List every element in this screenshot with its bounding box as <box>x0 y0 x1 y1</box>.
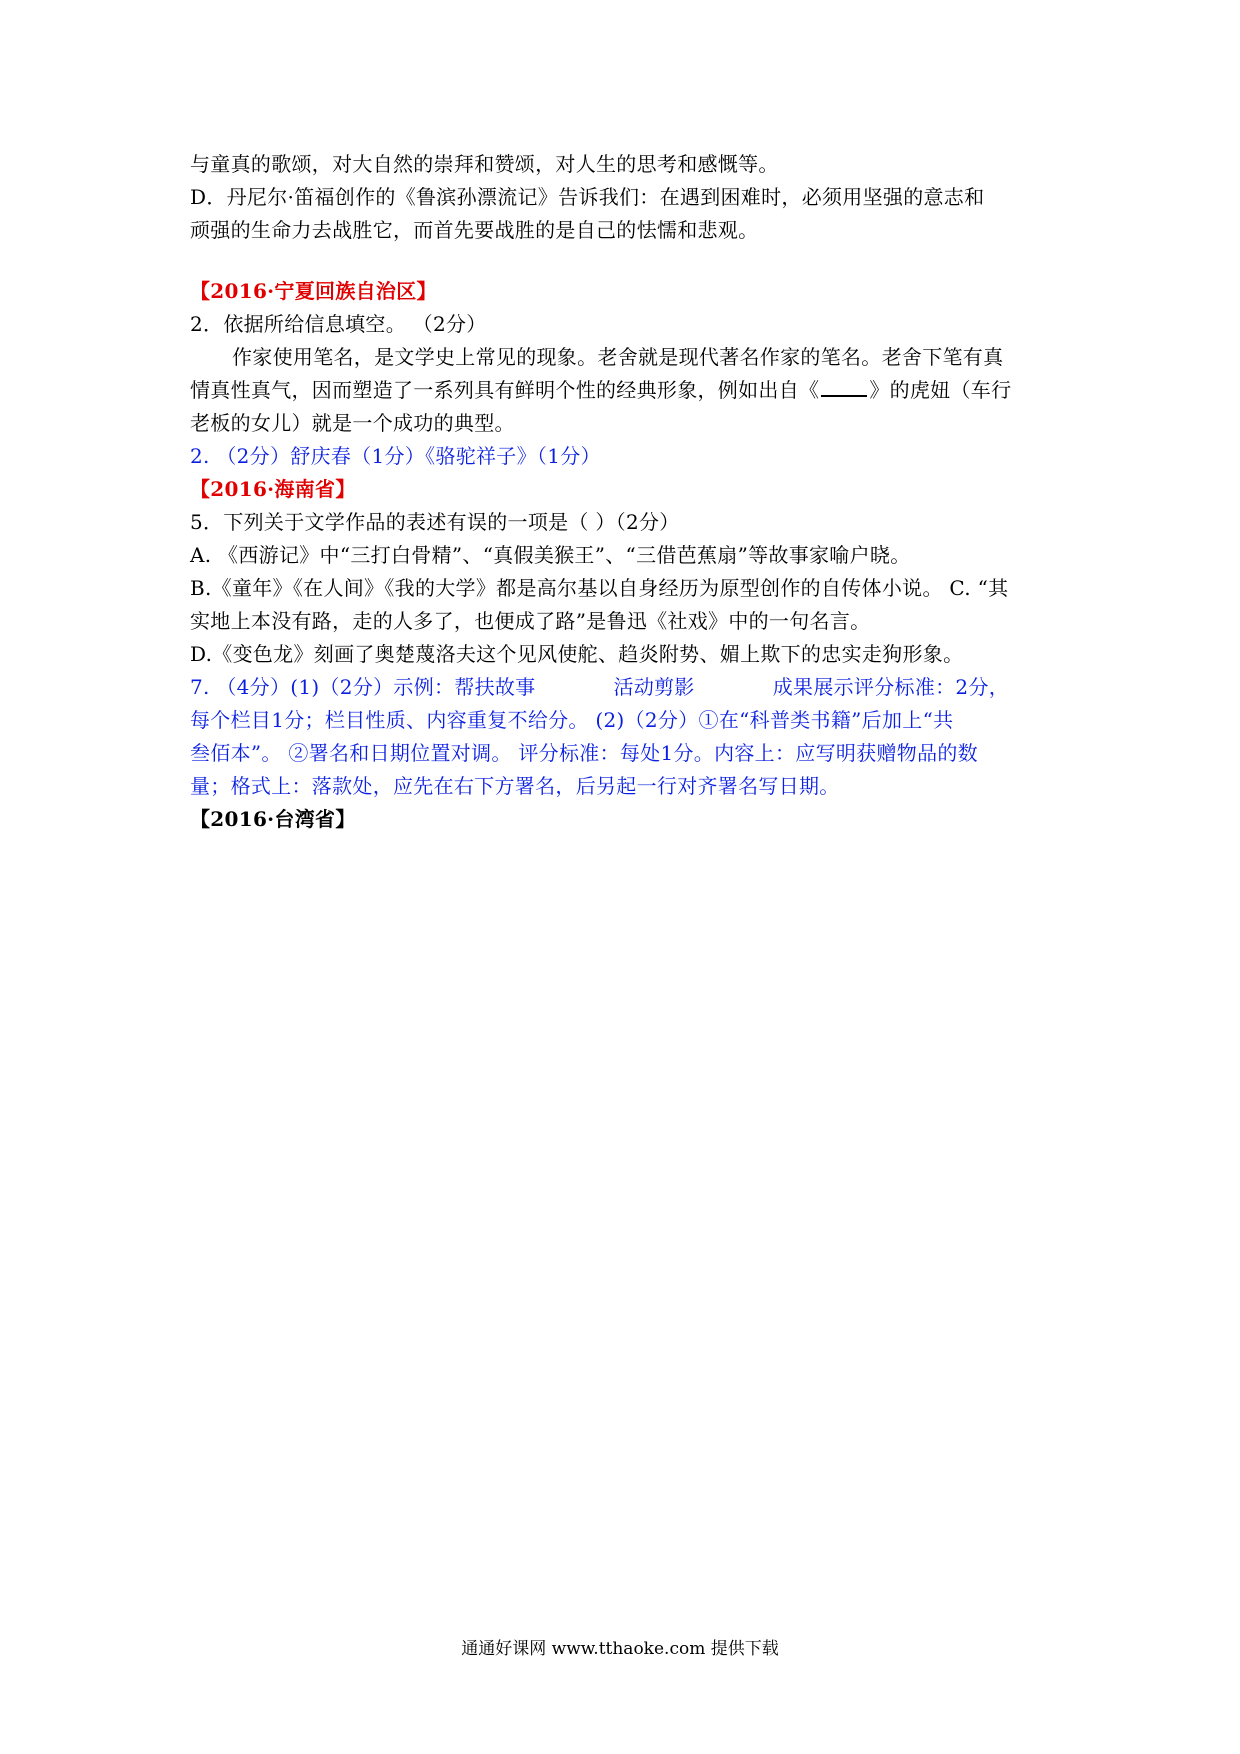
page-footer: 通通好课网 www.tthaoke.com 提供下载 <box>461 1639 779 1659</box>
document-body <box>190 148 1068 836</box>
answer-line: 量；格式上：落款处，应先在右下方署名，后另起一行对齐署名写日期。 <box>190 774 840 798</box>
text-line: 作家使用笔名，是文学史上常见的现象。老舍就是现代著名作家的笔名。老舍下笔有真 <box>232 345 1004 369</box>
text-line: 老板的女儿）就是一个成功的典型。 <box>190 411 515 435</box>
text-line: 与童真的歌颂，对大自然的崇拜和赞颂，对人生的思考和感慨等。 <box>190 152 779 176</box>
option-b: B.《童年》《在人间》《我的大学》都是高尔基以自身经历为原型创作的自传体小说。 C. “其 <box>190 576 1009 600</box>
section-heading-ningxia: 【2016·宁夏回族自治区】 <box>190 279 437 303</box>
text-line-with-blank <box>190 374 1068 407</box>
section-heading-taiwan: 【2016·台湾省】 <box>190 807 356 831</box>
answer-line: 2. （2分）舒庆春（1分）《骆驼祥子》（1分） <box>190 444 601 468</box>
text-fragment: 》的虎妞（车行 <box>869 378 1012 402</box>
question-5-title: 5．下列关于文学作品的表述有误的一项是（ ）（2分） <box>190 510 680 534</box>
text-fragment: 活动剪影 <box>613 675 695 699</box>
answer-line: 叁佰本”。 ②署名和日期位置对调。 评分标准：每处1分。内容上：应写明获赠物品的数 <box>190 741 978 765</box>
question-2-title: 2．依据所给信息填空。 （2分） <box>190 312 487 336</box>
option-d: D.《变色龙》刻画了奥楚蔑洛夫这个见风使舵、趋炎附势、媚上欺下的忠实走狗形象。 <box>190 642 964 666</box>
answer-line <box>190 671 1068 704</box>
text-fragment: 成果展示评分标准：2分， <box>772 675 1010 699</box>
option-c: 实地上本没有路，走的人多了，也便成了路”是鲁迅《社戏》中的一句名言。 <box>190 609 871 633</box>
option-a: A. 《西游记》中“三打白骨精”、“真假美猴王”、“三借芭蕉扇”等故事家喻户晓。 <box>190 543 911 567</box>
text-fragment: 情真性真气，因而塑造了一系列具有鲜明个性的经典形象，例如出自《 <box>190 378 820 402</box>
fill-in-blank <box>821 377 867 397</box>
spacer <box>190 247 1068 275</box>
text-fragment: 7. （4分）(1)（2分）示例：帮扶故事 <box>190 675 536 699</box>
text-line: D．丹尼尔·笛福创作的《鲁滨孙漂流记》告诉我们：在遇到困难时，必须用坚强的意志和 <box>190 185 985 209</box>
text-line: 顽强的生命力去战胜它，而首先要战胜的是自己的怯懦和悲观。 <box>190 218 759 242</box>
section-heading-hainan: 【2016·海南省】 <box>190 477 356 501</box>
answer-line: 每个栏目1分；栏目性质、内容重复不给分。 (2)（2分）①在“科普类书籍”后加上“共 <box>190 708 954 732</box>
